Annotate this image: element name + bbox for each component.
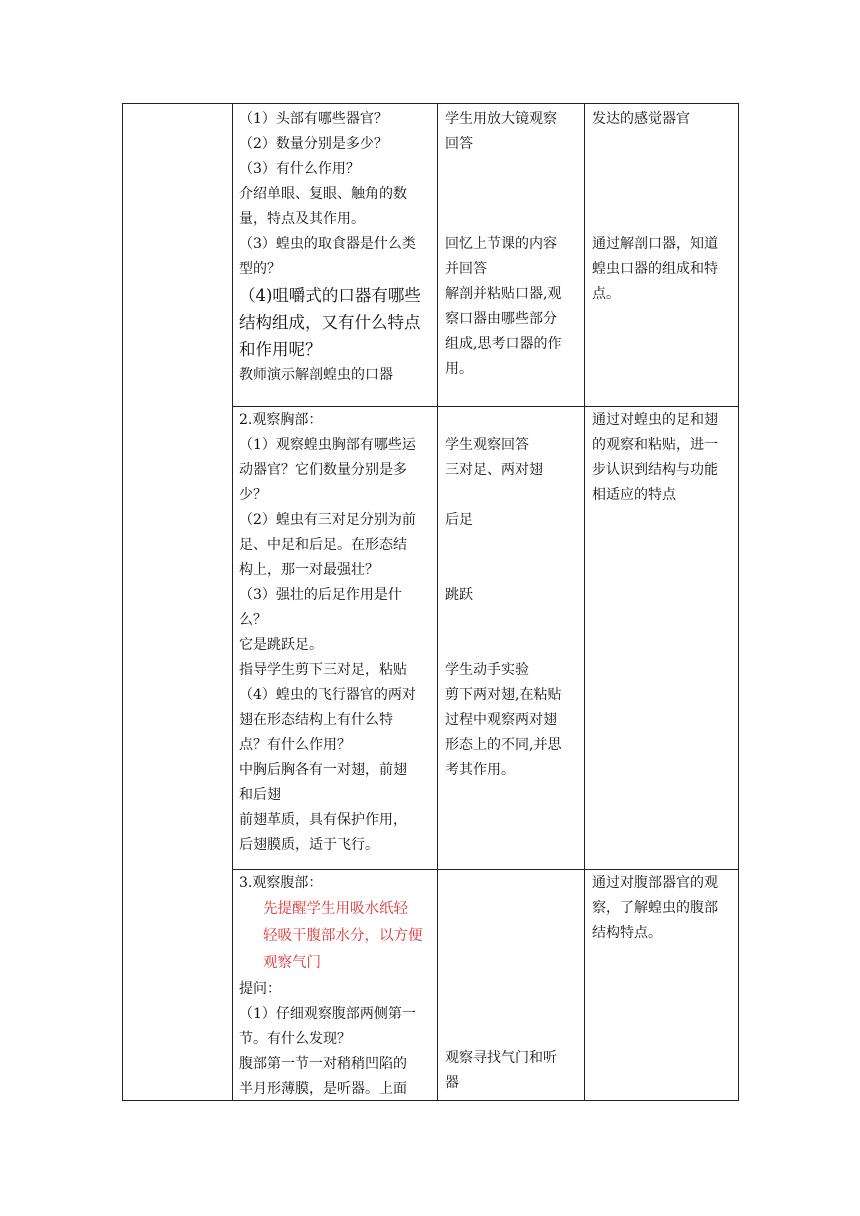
text-line: 少？ xyxy=(239,487,267,503)
text-line: 型的？ xyxy=(239,261,281,277)
text-line: （3）蝗虫的取食器是什么类 xyxy=(239,236,416,252)
column-divider xyxy=(437,104,438,1100)
text-line: 点？有什么作用？ xyxy=(239,737,351,753)
text-line: 后翅膜质，适于飞行。 xyxy=(239,837,379,853)
text-line: 剪下两对翅,在粘贴 xyxy=(445,687,562,703)
row3-student-activity xyxy=(445,1046,581,1096)
column-divider xyxy=(232,104,233,1100)
column-divider xyxy=(584,104,585,1100)
text-line: 用。 xyxy=(445,361,473,377)
text-line: 回忆上节课的内容 xyxy=(445,236,557,252)
text-line xyxy=(445,182,581,207)
text-line: 构上，那一对最强壮？ xyxy=(239,562,379,578)
text-line: 它是跳跃足。 xyxy=(239,637,323,653)
text-line: 解剖并粘贴口器,观 xyxy=(445,286,562,302)
phase-cell xyxy=(123,104,232,1100)
text-line: （2）数量分别是多少？ xyxy=(239,136,388,152)
text-line: 学生动手实验 xyxy=(445,662,529,678)
text-line: 量，特点及其作用。 xyxy=(239,211,365,227)
text-line: （1）观察蝗虫胸部有哪些运 xyxy=(239,437,416,453)
text-line xyxy=(592,207,737,232)
text-line xyxy=(592,132,737,157)
text-line: 和后翅 xyxy=(239,787,281,803)
text-line: 和作用呢？ xyxy=(239,340,322,359)
text-line: 三对足、两对翅 xyxy=(445,462,543,478)
text-line: （2）蝗虫有三对足分别为前 xyxy=(239,512,416,528)
text-line: 通过解剖口器，知道 xyxy=(592,236,718,252)
text-line: 提问： xyxy=(239,981,281,997)
row3-teaching-content xyxy=(239,871,433,1102)
text-line: 么？ xyxy=(239,612,267,628)
text-line: 半月形薄膜，是听器。上面 xyxy=(239,1081,407,1097)
text-line xyxy=(592,182,737,207)
lesson-table xyxy=(122,103,739,1101)
text-line xyxy=(445,483,581,508)
text-line: 中胸后胸各有一对翅，前翅 xyxy=(239,762,407,778)
text-line: （1）头部有哪些器官？ xyxy=(239,111,388,127)
row2-student-activity xyxy=(445,408,581,783)
teacher-note: 轻吸干腹部水分，以方便 xyxy=(263,928,423,944)
text-line: 通过对腹部器官的观 xyxy=(592,875,718,891)
text-line: 通过对蝗虫的足和翅 xyxy=(592,412,718,428)
text-line: （4）蝗虫的飞行器官的两对 xyxy=(239,687,416,703)
text-line: 动器官？它们数量分别是多 xyxy=(239,462,407,478)
text-line: 指导学生剪下三对足，粘贴 xyxy=(239,662,407,678)
text-line: 相适应的特点 xyxy=(592,487,676,503)
section-heading: 3.观察腹部： xyxy=(239,875,323,891)
text-line: 观察寻找气门和听 xyxy=(445,1050,557,1066)
text-line: 结构特点。 xyxy=(592,925,662,941)
text-line: 足、中足和后足。在形态结 xyxy=(239,537,407,553)
text-line: 后足 xyxy=(445,512,473,528)
row-divider xyxy=(232,869,738,870)
row3-design-purpose xyxy=(592,871,737,946)
text-line: 的观察和粘贴，进一 xyxy=(592,437,718,453)
text-line: 形态上的不同,并思 xyxy=(445,737,562,753)
text-line xyxy=(445,408,581,433)
row1-student-activity xyxy=(445,107,581,382)
text-line xyxy=(445,608,581,633)
text-line: 考其作用。 xyxy=(445,762,515,778)
text-line: 过程中观察两对翅 xyxy=(445,712,557,728)
text-line xyxy=(445,157,581,182)
row-divider xyxy=(232,406,738,407)
section-heading: 2.观察胸部： xyxy=(239,412,323,428)
text-line: 学生观察回答 xyxy=(445,437,529,453)
text-line: （1）仔细观察腹部两侧第一 xyxy=(239,1006,416,1022)
row1-design-purpose xyxy=(592,107,737,307)
text-line: 结构组成，又有什么特点 xyxy=(239,313,421,332)
text-line: 点。 xyxy=(592,286,620,302)
text-line: 翅在形态结构上有什么特 xyxy=(239,712,393,728)
teacher-note: 观察气门 xyxy=(263,955,321,971)
text-line: 器 xyxy=(445,1075,459,1091)
text-line: 发达的感觉器官 xyxy=(592,111,690,127)
text-line: 蝗虫口器的组成和特 xyxy=(592,261,718,277)
text-line: 回答 xyxy=(445,136,473,152)
text-line: 介绍单眼、复眼、触角的数 xyxy=(239,186,407,202)
row1-teaching-content xyxy=(239,107,433,388)
text-line: 跳跃 xyxy=(445,587,473,603)
text-line: 教师演示解剖蝗虫的口器 xyxy=(239,367,393,383)
text-line: 学生用放大镜观察 xyxy=(445,111,557,127)
text-line xyxy=(445,558,581,583)
text-line: 前翅革质，具有保护作用， xyxy=(239,812,407,828)
text-line xyxy=(592,157,737,182)
text-line: 节。有什么发现？ xyxy=(239,1031,351,1047)
text-line: （3）有什么作用？ xyxy=(239,161,360,177)
teacher-note: 先提醒学生用吸水纸轻 xyxy=(263,901,408,917)
row2-design-purpose xyxy=(592,408,737,508)
text-line xyxy=(445,207,581,232)
text-line: 腹部第一节一对稍稍凹陷的 xyxy=(239,1056,407,1072)
text-line: 察口器由哪些部分 xyxy=(445,311,557,327)
text-line xyxy=(445,633,581,658)
text-line: 组成,思考口器的作 xyxy=(445,336,562,352)
text-line: 步认识到结构与功能 xyxy=(592,462,718,478)
text-line: 并回答 xyxy=(445,261,487,277)
text-line: （3）强壮的后足作用是什 xyxy=(239,587,402,603)
text-line: （4)咀嚼式的口器有哪些 xyxy=(239,286,421,305)
text-line: 察，了解蝗虫的腹部 xyxy=(592,900,718,916)
text-line xyxy=(445,533,581,558)
row2-teaching-content xyxy=(239,408,433,858)
